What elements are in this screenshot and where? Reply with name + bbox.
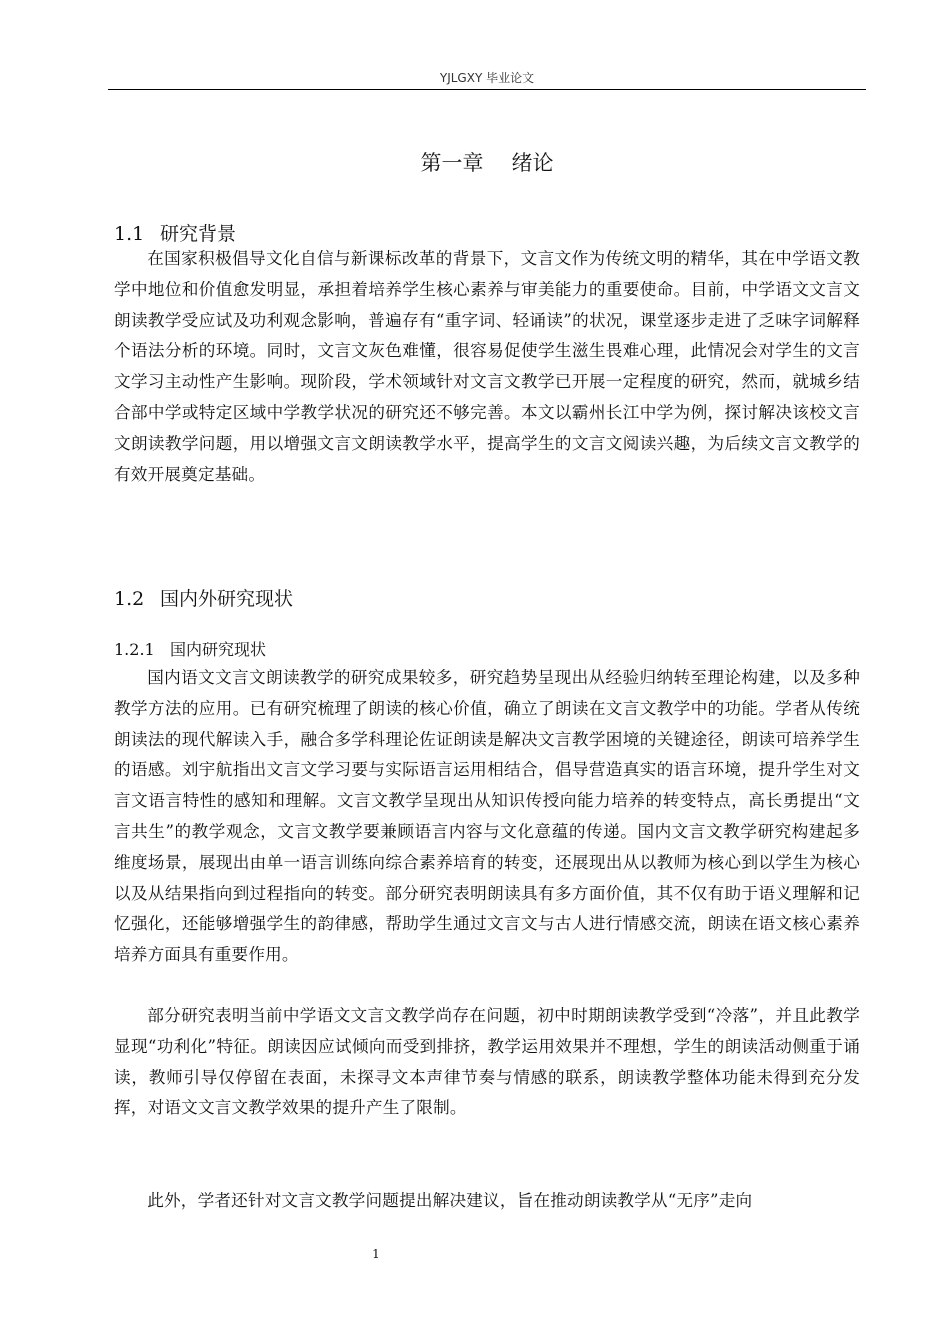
header-divider	[108, 89, 866, 90]
chapter-name: 绪论	[511, 151, 554, 175]
subsection-heading-1-2-1	[114, 639, 266, 661]
running-header: YJLGXY 毕业论文	[439, 71, 535, 85]
subsection-title: 国内研究现状	[170, 640, 267, 659]
chapter-number: 第一章	[420, 151, 484, 175]
section-title: 国内外研究现状	[160, 588, 294, 610]
paragraph-domestic-1: 国内语文文言文朗读教学的研究成果较多，研究趋势呈现出从经验归纳转至理论构建，以及多种教学方法的应用。已有研究梳理了朗读的核心价值，确立了朗读在文言文教学中的功能。学者从传统朗读法的现代解读入手，融合多学科理论佐证朗读是解决文言教学困境的关键途径，朗读可培养学生的语感。刘宇航指出文言文学习要与实际语言运用相结合，倡导营造真实的语言环境，提升学生对文言文语言特性的感知和理解。文言文教学呈现出从知识传授向能力培养的转变特点，高长勇提出“文言共生”的教学观念，文言文教学要兼顾语言内容与文化意蕴的传递。国内文言文教学研究构建起多维度场景，展现出由单一语言训练向综合素养培育的转变，还展现出从以教师为核心到以学生为核心以及从结果指向到过程指向的转变。部分研究表明朗读具有多方面价值，其不仅有助于语义理解和记忆强化，还能够增强学生的韵律感，帮助学生通过文言文与古人进行情感交流，朗读在语文核心素养培养方面具有重要作用。	[114, 668, 860, 965]
section-number: 1.2	[114, 588, 145, 610]
subsection-number: 1.2.1	[114, 640, 155, 659]
section-number: 1.1	[114, 223, 145, 245]
paragraph-background: 在国家积极倡导文化自信与新课标改革的背景下，文言文作为传统文明的精华，其在中学语文教学中地位和价值愈发明显，承担着培养学生核心素养与审美能力的重要使命。目前，中学语文文言文朗读教学受应试及功利观念影响，普遍存有“重字词、轻诵读”的状况，课堂逐步走进了乏味字词解释个语法分析的环境。同时，文言文灰色难懂，很容易促使学生滋生畏难心理，此情况会对学生的文言文学习主动性产生影响。现阶段，学术领域针对文言文教学已开展一定程度的研究，然而，就城乡结合部中学或特定区域中学教学状况的研究还不够完善。本文以霸州长江中学为例，探讨解决该校文言文朗读教学问题，用以增强文言文朗读教学水平，提高学生的文言文阅读兴趣，为后续文言文教学的有效开展奠定基础。	[114, 249, 860, 484]
section-heading-1-2	[114, 586, 293, 612]
page-number: 1	[372, 1247, 380, 1261]
paragraph-domestic-2: 部分研究表明当前中学语文文言文教学尚存在问题，初中时期朗读教学受到“冷落”，并且此教学显现“功利化”特征。朗读因应试倾向而受到排挤，教学运用效果并不理想，学生的朗读活动侧重于诵读，教师引导仅停留在表面，未探寻文本声律节奏与情感的联系，朗读教学整体功能未得到充分发挥，对语文文言文教学效果的提升产生了限制。	[114, 1006, 860, 1118]
chapter-title	[108, 148, 866, 178]
paragraph-domestic-3: 此外，学者还针对文言文教学问题提出解决建议，旨在推动朗读教学从“无序”走向	[147, 1191, 753, 1210]
section-title: 研究背景	[160, 223, 237, 245]
